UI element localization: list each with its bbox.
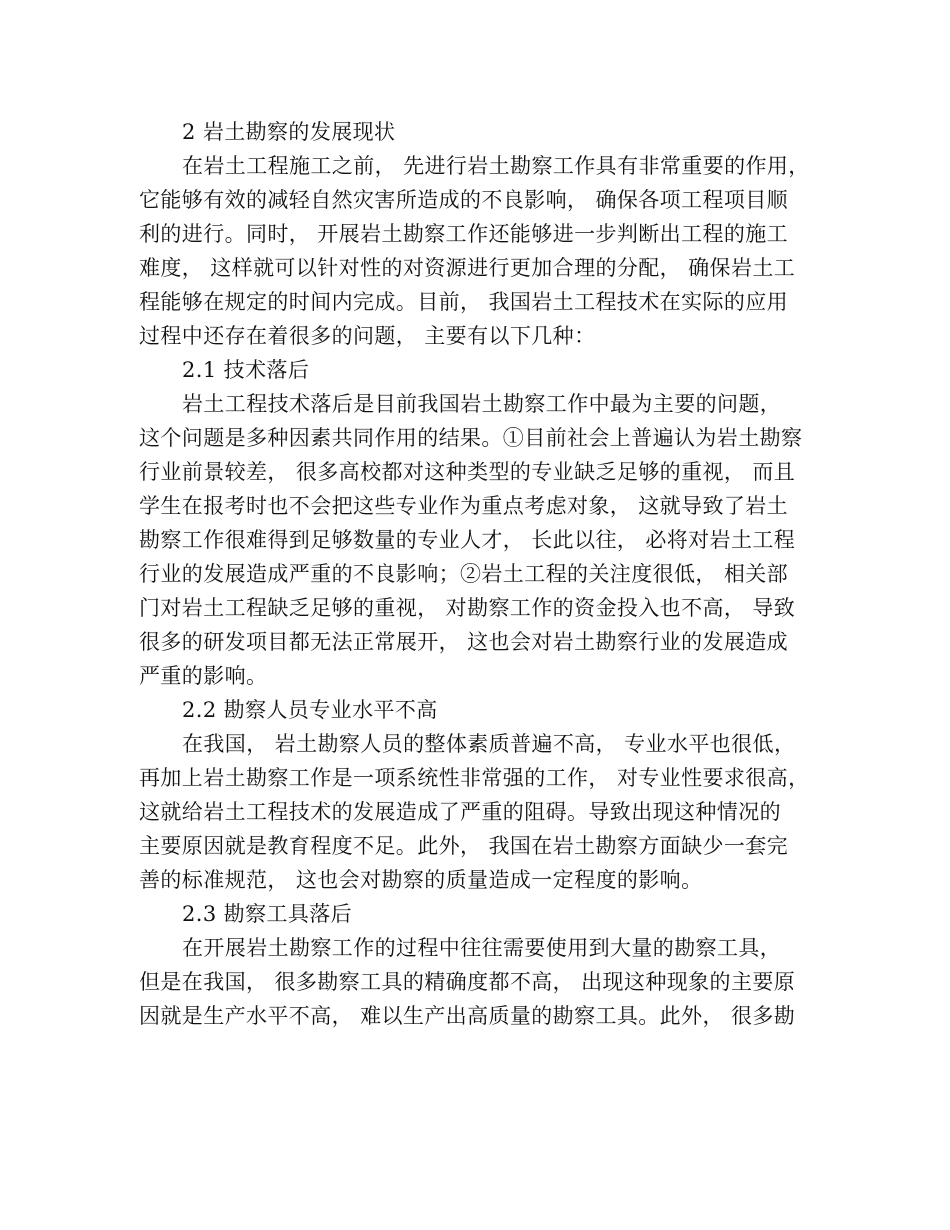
paragraph-line: 主要原因就是教育程度不足。此外， 我国在岩土勘察方面缺少一套完 — [139, 834, 789, 858]
paragraph-line: 它能够有效的减轻自然灾害所造成的不良影响， 确保各项工程项目顺 — [139, 188, 789, 212]
paragraph-line: 岩土工程技术落后是目前我国岩土勘察工作中最为主要的问题， — [182, 392, 782, 416]
section-heading: 2 岩土勘察的发展现状 — [182, 120, 396, 144]
paragraph-line: 门对岩土工程缺乏足够的重视， 对勘察工作的资金投入也不高， 导致 — [139, 596, 796, 620]
paragraph-line: 因就是生产水平不高， 难以生产出高质量的勘察工具。此外， 很多勘 — [139, 1004, 796, 1028]
paragraph-line: 再加上岩土勘察工作是一项系统性非常强的工作， 对专业性要求很高， — [139, 766, 810, 790]
subsection-heading: 2.3 勘察工具落后 — [182, 902, 353, 926]
paragraph-line: 行业前景较差， 很多高校都对这种类型的专业缺乏足够的重视， 而且 — [139, 460, 796, 484]
paragraph-line: 在我国， 岩土勘察人员的整体素质普遍不高， 专业水平也很低， — [182, 732, 796, 756]
paragraph-line: 过程中还存在着很多的问题， 主要有以下几种： — [139, 324, 596, 348]
paragraph-line: 难度， 这样就可以针对性的对资源进行更加合理的分配， 确保岩土工 — [139, 256, 796, 280]
paragraph-line: 利的进行。同时， 开展岩土勘察工作还能够进一步判断出工程的施工 — [139, 222, 789, 246]
subsection-heading: 2.2 勘察人员专业水平不高 — [182, 698, 438, 722]
paragraph-line: 但是在我国， 很多勘察工具的精确度都不高， 出现这种现象的主要原 — [139, 970, 796, 994]
paragraph-line: 在岩土工程施工之前， 先进行岩土勘察工作具有非常重要的作用， — [182, 154, 810, 178]
paragraph-line: 学生在报考时也不会把这些专业作为重点考虑对象， 这就导致了岩土 — [139, 494, 789, 518]
paragraph-line: 勘察工作很难得到足够数量的专业人才， 长此以往， 必将对岩土工程 — [139, 528, 796, 552]
paragraph-line: 严重的影响。 — [139, 664, 268, 688]
paragraph-line: 这就给岩土工程技术的发展造成了严重的阻碍。导致出现这种情况的 — [139, 800, 781, 824]
subsection-heading: 2.1 技术落后 — [182, 358, 310, 382]
paragraph-line: 行业的发展造成严重的不良影响；②岩土工程的关注度很低， 相关部 — [139, 562, 789, 586]
paragraph-line: 程能够在规定的时间内完成。目前， 我国岩土工程技术在实际的应用 — [139, 290, 789, 314]
paragraph-line: 很多的研发项目都无法正常展开， 这也会对岩土勘察行业的发展造成 — [139, 630, 789, 654]
paragraph-line: 这个问题是多种因素共同作用的结果。①目前社会上普遍认为岩土勘察 — [139, 426, 803, 450]
paragraph-line: 善的标准规范， 这也会对勘察的质量造成一定程度的影响。 — [139, 868, 703, 892]
paragraph-line: 在开展岩土勘察工作的过程中往往需要使用到大量的勘察工具， — [182, 936, 782, 960]
